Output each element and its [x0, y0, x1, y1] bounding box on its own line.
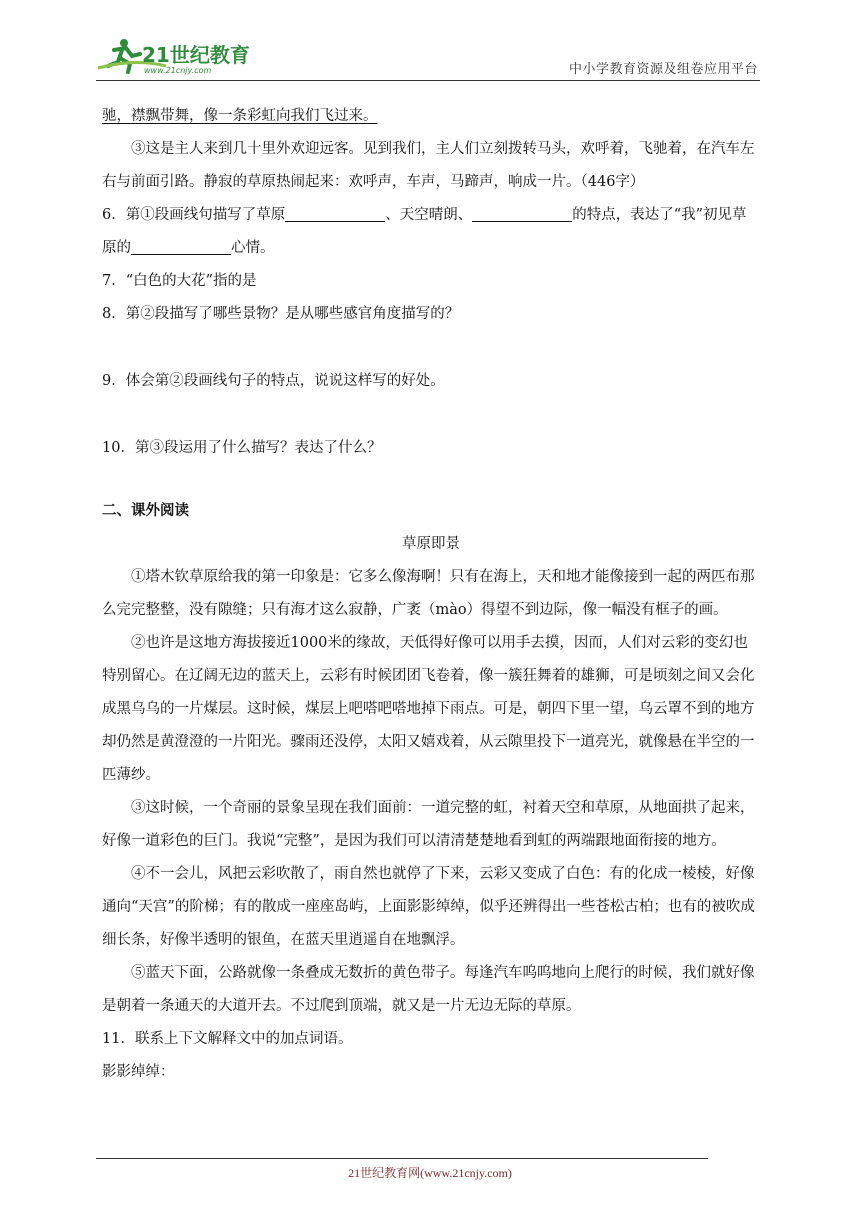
answer-blank[interactable] [472, 203, 572, 222]
article-paragraph-4: ④不一会儿，风把云彩吹散了，雨自然也就停了下来，云彩又变成了白色：有的化成一棱棱，好像通向“天宫”的阶梯；有的散成一座座岛屿，上面影影绰绰，似乎还辨得出一些苍松古柏；也有的被吹成细长条，好像半透明的银鱼，在蓝天里逍遥自在地飘浮。 [102, 866, 755, 948]
term-label: 影影绰绰： [102, 1064, 175, 1080]
question-8: 8．第②段描写了哪些景物？是从哪些感官角度描写的？ [102, 306, 460, 322]
passage-line [102, 100, 760, 133]
question-10: 10．第③段运用了什么描写？表达了什么？ [102, 440, 382, 456]
question-11: 11．联系上下文解释文中的加点词语。 [102, 1031, 353, 1047]
question-9: 9．体会第②段画线句子的特点，说说这样写的好处。 [102, 373, 445, 389]
page-footer[interactable]: 21世纪教育网(www.21cnjy.com) [348, 1166, 512, 1180]
platform-label: 中小学教育资源及组卷应用平台 [568, 62, 758, 77]
q6-text-c: 的特点，表达了“我”初见草原的 [102, 207, 747, 256]
answer-space[interactable] [102, 398, 760, 432]
q6-text-b: 、天空晴朗、 [385, 207, 473, 223]
answer-blank[interactable] [131, 236, 231, 255]
question-7: 7．“白色的大花”指的是 [102, 273, 257, 289]
section-heading: 二、课外阅读 [102, 503, 189, 519]
underlined-sentence: 驰，襟飘带舞，像一条彩虹向我们飞过来。 [102, 108, 378, 124]
footer-divider [96, 1158, 708, 1159]
article-title: 草原即景 [402, 536, 460, 552]
answer-space[interactable] [102, 331, 760, 365]
article-paragraph-2: ②也许是这地方海拔接近1000米的缘故，天低得好像可以用手去摸，因而，人们对云彩的变幻也特别留心。在辽阔无边的蓝天上，云彩有时候团团飞卷着，像一簇狂舞着的雄狮，可是顷刻之间又会化成黑乌乌的一片煤层。这时候，煤层上吧嗒吧嗒地掉下雨点。可是，朝四下里一望，乌云罩不到的地方却仍然是黄澄澄的一片阳光。骤雨还没停，太阳又嬉戏着，从云隙里投下一道亮光，就像悬在半空的一匹薄纱。 [102, 635, 755, 783]
article-paragraph-5: ⑤蓝天下面，公路就像一条叠成无数折的黄色带子。每逢汽车呜呜地向上爬行的时候，我们就好像是朝着一条通天的大道开去。不过爬到顶端，就又是一片无边无际的草原。 [102, 965, 755, 1014]
logo-url: www.21cnjy.com [144, 66, 212, 75]
page-header [0, 0, 860, 82]
document-body [102, 100, 760, 1089]
answer-blank[interactable] [285, 203, 385, 222]
q6-text-a: 6．第①段画线句描写了草原 [102, 207, 286, 223]
q6-text-d: 心情。 [231, 240, 275, 256]
paragraph-3: ③这是主人来到几十里外欢迎远客。见到我们，主人们立刻拨转马头，欢呼着，飞驰着，在汽车左右与前面引路。静寂的草原热闹起来：欢呼声，车声，马蹄声，响成一片。（446字） [102, 141, 755, 190]
logo-text: 21世纪教育 [142, 43, 250, 67]
site-logo[interactable] [96, 36, 256, 76]
header-divider [96, 80, 760, 81]
article-paragraph-1: ①塔木钦草原给我的第一印象是：它多么像海啊！只有在海上，天和地才能像接到一起的两匹布那么完完整整，没有隙缝；只有海才这么寂静，广袤（mào）得望不到边际，像一幅没有框子的画。 [102, 569, 755, 618]
article-paragraph-3: ③这时候，一个奇丽的景象呈现在我们面前：一道完整的虹，衬着天空和草原，从地面拱了起来，好像一道彩色的巨门。我说“完整”，是因为我们可以清清楚楚地看到虹的两端跟地面衔接的地方。 [102, 800, 755, 849]
question-6 [102, 199, 760, 265]
runner-logo-icon [96, 36, 256, 76]
